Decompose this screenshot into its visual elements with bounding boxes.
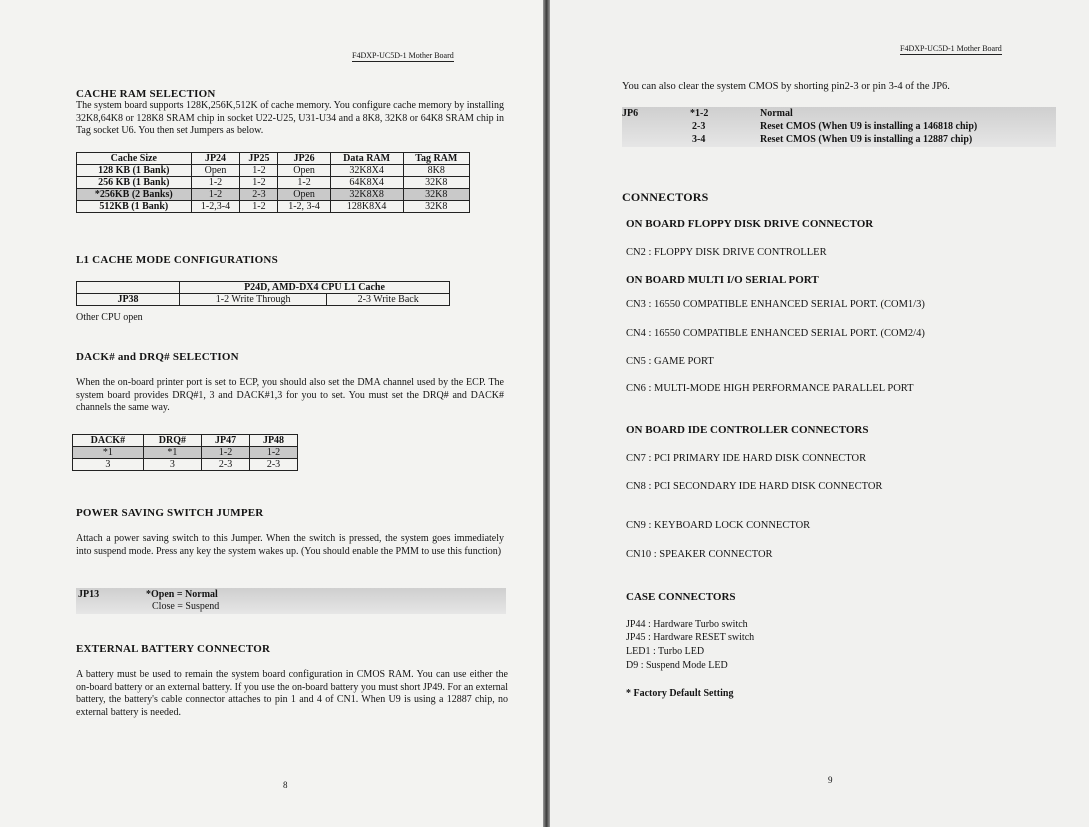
table-cell: 128K8X4 (330, 201, 403, 213)
cn8-line: CN8 : PCI SECONDARY IDE HARD DISK CONNECTOR (626, 481, 883, 492)
table-cell: Open (278, 189, 330, 201)
table-cell: 32K8X8 (330, 189, 403, 201)
table-cell: 2-3 (240, 189, 278, 201)
led1-line: LED1 : Turbo LED (626, 646, 705, 657)
table-cell: 128 KB (1 Bank) (77, 165, 192, 177)
table-cell: 32K8 (403, 177, 469, 189)
table-cell: Open (278, 165, 330, 177)
table-row-default (77, 189, 470, 201)
jp45-line: JP45 : Hardware RESET switch (626, 632, 755, 643)
table-header-cell: Tag RAM (403, 153, 469, 165)
table-cell: 2-3 (250, 459, 298, 471)
cn10-line: CN10 : SPEAKER CONNECTOR (626, 549, 773, 560)
table-cell: 1-2, 3-4 (278, 201, 330, 213)
table-row (77, 165, 470, 177)
table-cell: 2-3 Write Back (327, 294, 450, 306)
table-row (77, 201, 470, 213)
table-cell: 3 (73, 459, 144, 471)
dack-drq-text: When the on-board printer port is set to ECP, you should also set the DMA channel used by the ECP. The system board provides DRQ#1, 3 and DACK#1,3 for you to set. You must set the DRQ# and DACK# channels the same way. (76, 377, 504, 413)
table-cell: *1 (143, 447, 201, 459)
table-cell: 256 KB (1 Bank) (77, 177, 192, 189)
dack-drq-heading: DACK# and DRQ# SELECTION (76, 351, 239, 363)
table-cell: *1 (73, 447, 144, 459)
table-row (73, 459, 298, 471)
table-row (77, 177, 470, 189)
table-row-default (73, 447, 298, 459)
right-page (550, 0, 1089, 827)
table-cell-empty (77, 282, 180, 294)
jp6-option: *1-2 (690, 108, 709, 119)
cn5-line: CN5 : GAME PORT (626, 356, 714, 367)
table-cell: 3 (143, 459, 201, 471)
book-gutter (543, 0, 550, 827)
table-cell: 1-2,3-4 (191, 201, 240, 213)
table-header-cell: JP25 (240, 153, 278, 165)
jp6-option-desc: Normal (760, 108, 793, 119)
table-header-cell: JP48 (250, 435, 298, 447)
table-cell: *256KB (2 Banks) (77, 189, 192, 201)
table-header-row (77, 153, 470, 165)
table-cell: Open (191, 165, 240, 177)
jp13-jumper-box (76, 588, 506, 614)
ide-heading: ON BOARD IDE CONTROLLER CONNECTORS (626, 424, 869, 436)
external-battery-text: A battery must be used to remain the system board configuration in CMOS RAM. You can use either the on-board battery or an external battery. If you use the on-board battery you must short JP49. For an external battery, the battery's cable connector attaches to pin 1 and 4 of CN1. When U9 is using a 12887 chip, no external battery is needed. (76, 669, 508, 718)
cn4-line: CN4 : 16550 COMPATIBLE ENHANCED SERIAL PORT. (COM2/4) (626, 328, 925, 339)
cache-ram-heading: CACHE RAM SELECTION (76, 88, 216, 100)
jp44-line: JP44 : Hardware Turbo switch (626, 619, 748, 630)
table-cell: 8K8 (403, 165, 469, 177)
cn2-line: CN2 : FLOPPY DISK DRIVE CONTROLLER (626, 247, 827, 258)
jp6-option: 2-3 (692, 121, 706, 132)
table-header-cell: JP26 (278, 153, 330, 165)
table-cell: 1-2 (278, 177, 330, 189)
table-header-cell: DRQ# (143, 435, 201, 447)
power-saving-heading: POWER SAVING SWITCH JUMPER (76, 507, 264, 519)
left-page (0, 0, 543, 827)
d9-line: D9 : Suspend Mode LED (626, 660, 728, 671)
left-page-number: 8 (283, 780, 288, 790)
table-header-cell: Cache Size (77, 153, 192, 165)
table-cell: 1-2 (240, 177, 278, 189)
floppy-heading: ON BOARD FLOPPY DISK DRIVE CONNECTOR (626, 218, 874, 230)
connectors-heading: CONNECTORS (622, 190, 709, 204)
jp13-option-normal: *Open = Normal (146, 589, 218, 600)
table-header-cell: DACK# (73, 435, 144, 447)
right-page-number: 9 (828, 775, 833, 785)
jp6-option-desc: Reset CMOS (When U9 is installing a 146818 chip) (760, 121, 978, 132)
table-cell: 1-2 (250, 447, 298, 459)
table-cell: 2-3 (202, 459, 250, 471)
table-cell: 1-2 Write Through (180, 294, 327, 306)
left-running-header: F4DXP-UC5D-1 Mother Board (352, 51, 454, 60)
factory-default-note: * Factory Default Setting (626, 688, 734, 699)
l1-cache-table (76, 281, 450, 306)
table-header-cell: Data RAM (330, 153, 403, 165)
jp6-option-desc: Reset CMOS (When U9 is installing a 12887 chip) (760, 134, 973, 145)
table-header-cell: JP47 (202, 435, 250, 447)
table-cell: 1-2 (191, 177, 240, 189)
external-battery-heading: EXTERNAL BATTERY CONNECTOR (76, 643, 271, 655)
cache-ram-text: The system board supports 128K,256K,512K of cache memory. You configure cache memory by installing 32K8,64K8 or 128K8 SRAM chip in socket U22-U25, U31-U34 and a 8K8, 32K8 or 64K8 SRAM chip in Tag socket U6. You then set Jumpers as below. (76, 100, 504, 136)
table-cell: 32K8 (403, 189, 469, 201)
table-cell: 1-2 (202, 447, 250, 459)
cmos-clear-text: You can also clear the system CMOS by shorting pin2-3 or pin 3-4 of the JP6. (622, 81, 950, 92)
table-cell: 512KB (1 Bank) (77, 201, 192, 213)
jp13-label: JP13 (78, 589, 100, 600)
jp6-jumper-box (622, 107, 1056, 147)
serial-port-heading: ON BOARD MULTI I/O SERIAL PORT (626, 274, 819, 286)
table-cell: 32K8 (403, 201, 469, 213)
table-header-cell: JP24 (191, 153, 240, 165)
cn9-line: CN9 : KEYBOARD LOCK CONNECTOR (626, 520, 811, 531)
case-connectors-heading: CASE CONNECTORS (626, 591, 736, 603)
cn6-line: CN6 : MULTI-MODE HIGH PERFORMANCE PARALLEL PORT (626, 383, 914, 394)
jp13-option-suspend: Close = Suspend (152, 601, 220, 612)
jp6-label: JP6 (622, 108, 639, 119)
power-saving-text: Attach a power saving switch to this Jumper. When the switch is pressed, the system goes immediately into suspend mode. Press any key the system wakes up. (You should enable the PMM to use this function) (76, 533, 504, 557)
table-header-cell: P24D, AMD-DX4 CPU L1 Cache (180, 282, 450, 294)
table-cell: 64K8X4 (330, 177, 403, 189)
table-cell: 1-2 (191, 189, 240, 201)
table-cell: 1-2 (240, 201, 278, 213)
table-cell: JP38 (77, 294, 180, 306)
table-cell: 32K8X4 (330, 165, 403, 177)
l1-cache-heading: L1 CACHE MODE CONFIGURATIONS (76, 254, 278, 266)
l1-cache-note: Other CPU open (76, 312, 143, 323)
cache-size-table (76, 152, 470, 213)
dack-drq-table (72, 434, 298, 471)
cn3-line: CN3 : 16550 COMPATIBLE ENHANCED SERIAL PORT. (COM1/3) (626, 299, 925, 310)
right-running-header: F4DXP-UC5D-1 Mother Board (900, 44, 1002, 53)
jp6-option: 3-4 (692, 134, 706, 145)
cn7-line: CN7 : PCI PRIMARY IDE HARD DISK CONNECTOR (626, 453, 867, 464)
table-cell: 1-2 (240, 165, 278, 177)
